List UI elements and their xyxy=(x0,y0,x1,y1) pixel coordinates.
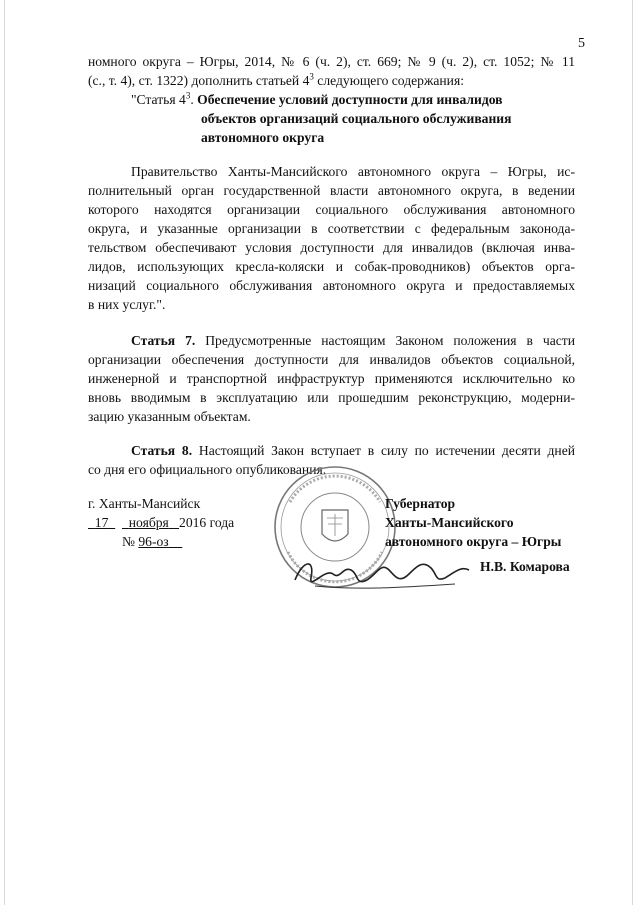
intro-line-1: номного округа – Югры, 2014, № 6 (ч. 2), ст. 669; № 9 (ч. 2), ст. 1052; № 11 xyxy=(88,54,575,69)
article-4-3-body-line: тельством обеспечивают условия доступности для инвалидов (включая инва- xyxy=(88,240,575,255)
page-number: 5 xyxy=(578,36,585,51)
article-4-3-heading: "Статья $4^3$. Обеспечение условий доступности для инвалидов xyxy=(131,90,503,107)
article-8-line-2: со дня его официального опубликования. xyxy=(88,462,327,477)
article-4-3-title-3: автономного округа xyxy=(201,130,325,145)
article-7-line: зацию указанным объектам. xyxy=(88,409,251,424)
article-7-line: организации обеспечения доступности для инвалидов объектов социальной, xyxy=(88,352,575,367)
article-4-3-body-line: лидов, использующих кресла-коляски и собак-проводников) объектов орга- xyxy=(88,259,575,274)
article-8-line-1: Статья 8. Настоящий Закон вступает в силу по истечении десяти дней xyxy=(131,443,576,458)
article-7-line: вновь вводимым в эксплуатацию или прошедшим реконструкцию, модерни- xyxy=(88,390,575,405)
article-4-3-body-line: низаций социального обслуживания автономного округа и предоставляемых xyxy=(88,278,575,293)
article-4-3-body-line: в них услуг.". xyxy=(88,297,166,312)
article-4-3-body-line: которого находятся организации социального обслуживания автономного xyxy=(88,202,575,217)
handwritten-signature xyxy=(285,540,485,600)
signatory-name: Н.В. Комарова xyxy=(480,559,570,574)
law-number: № 96-оз xyxy=(122,534,169,549)
signatory-title-3: автономного округа – Югры xyxy=(385,534,562,549)
signatory-title-2: Ханты-Мансийского xyxy=(385,515,514,530)
place-of-signing: г. Ханты-Мансийск xyxy=(88,496,201,511)
signing-date: 17 ноября 2016 года xyxy=(94,515,235,530)
scan-edge-right xyxy=(632,0,633,905)
article-7-line-1: Статья 7. Предусмотренные настоящим Законом положения в части xyxy=(131,333,575,348)
signatory-title-1: Губернатор xyxy=(385,496,456,511)
article-4-3-body-line: полнительный орган государственной власти автономного округа, в ведении xyxy=(88,183,575,198)
article-4-3-body-line: Правительство Ханты-Мансийского автономного округа – Югры, ис- xyxy=(131,164,575,179)
article-7-line: инженерной и транспортной инфраструктур применяются исключительно ко xyxy=(88,371,575,386)
article-4-3-body-line: округа, и указанные организации в соответствии с федеральным законода- xyxy=(88,221,575,236)
scan-edge-left xyxy=(4,0,5,905)
article-4-3-title-2: объектов организаций социального обслуживания xyxy=(201,111,512,126)
intro-line-2: (с., т. 4), ст. 1322) дополнить статьей $4^3$ следующего содержания: xyxy=(88,71,464,88)
